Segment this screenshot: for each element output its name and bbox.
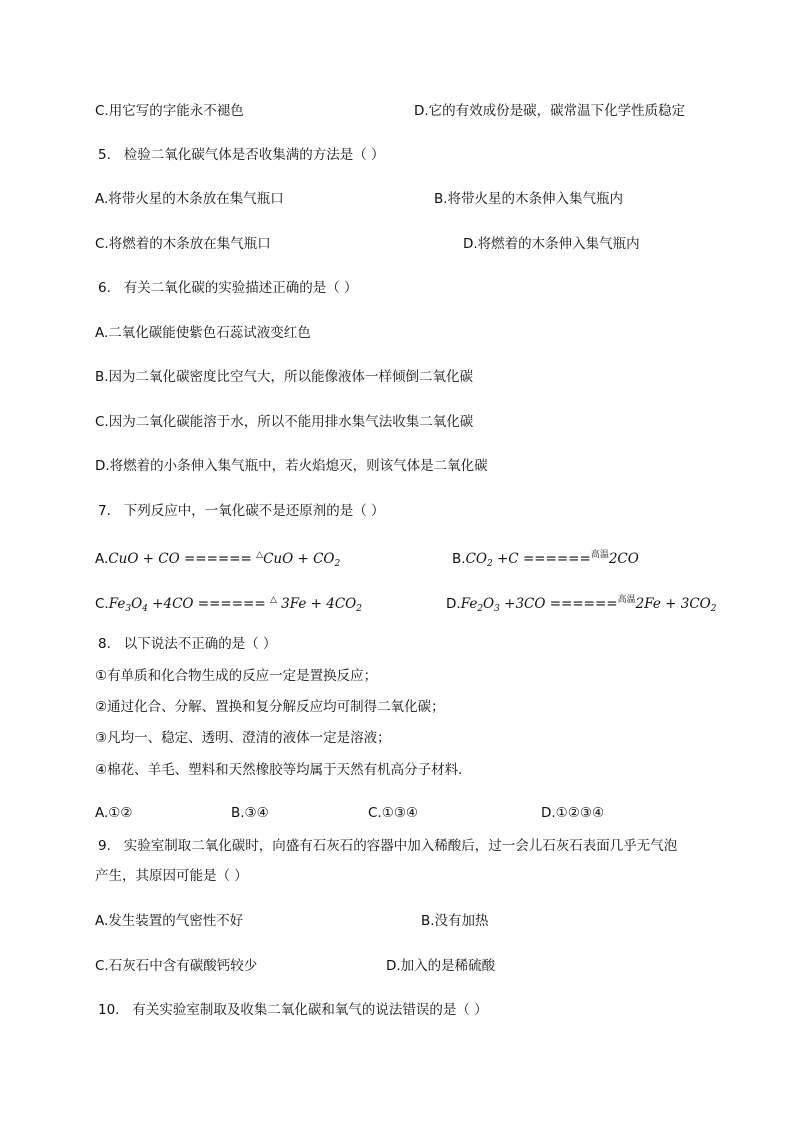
q7-c-condition: △ <box>269 595 277 605</box>
q4-option-d: D.它的有效成份是碳，碳常温下化学性质稳定 <box>414 103 686 119</box>
q6-option-a: A.二氧化碳能使紫色石蕊试液变红色 <box>95 325 311 341</box>
q7-d-fe: Fe <box>460 596 478 612</box>
q8-option-c: C.①③④ <box>368 805 419 821</box>
q7-b-lhs-post: +C <box>492 551 519 567</box>
q7-a-lhs: CuO + CO <box>108 551 180 567</box>
q8-option-a: A.①② <box>95 805 133 821</box>
q8-statement-2: ②通过化合、分解、置换和复分解反应均可制得二氧化碳； <box>95 699 445 715</box>
q7-option-d-label: D. <box>446 596 461 612</box>
q9-stem-line1: 9. 实验室制取二氧化碳时，向盛有石灰石的容器中加入稀酸后，过一会儿石灰石表面几乎无气泡 <box>98 838 678 854</box>
q7-option-c-label: C. <box>95 596 109 612</box>
q5-option-a: A.将带火星的木条放在集气瓶口 <box>95 191 284 207</box>
q7-d-rhs: 2Fe + 3CO <box>635 596 711 612</box>
q7-stem: 7. 下列反应中，一氧化碳不是还原剂的是（ ） <box>98 503 385 519</box>
q7-option-a <box>95 545 340 574</box>
q9-option-a: A.发生装置的气密性不好 <box>95 913 244 929</box>
q7-d-rhs-sub: 2 <box>710 604 717 614</box>
q7-d-condition: 高温 <box>617 595 636 605</box>
q7-option-d <box>446 590 716 619</box>
q8-option-d: D.①②③④ <box>541 805 605 821</box>
q7-c-rhs: 3Fe + 4CO <box>276 596 357 612</box>
q7-d-o: O <box>483 596 495 612</box>
q7-b-rhs: 2CO <box>608 551 639 567</box>
q8-statement-3: ③凡均一、稳定、透明、澄清的液体一定是溶液； <box>95 730 391 746</box>
q7-option-a-label: A. <box>95 551 109 567</box>
q8-stem: 8. 以下说法不正确的是（ ） <box>98 636 277 652</box>
q7-option-b-label: B. <box>452 551 466 567</box>
q7-a-rhs: CuO + CO <box>263 551 335 567</box>
q7-c-rhs-sub: 2 <box>356 604 362 614</box>
q7-b-arrow: ====== <box>522 551 591 567</box>
q7-c-arrow: ====== <box>197 596 266 612</box>
q7-b-lhs: CO <box>465 551 487 567</box>
q7-a-rhs-sub: 2 <box>334 559 341 569</box>
q9-option-d: D.加入的是稀硫酸 <box>386 958 496 974</box>
q7-d-sub1: 2 <box>477 604 484 614</box>
q7-option-b <box>452 545 639 574</box>
q6-option-c: C.因为二氧化碳能溶于水，所以不能用排水集气法收集二氧化碳 <box>95 414 474 430</box>
q6-stem: 6. 有关二氧化碳的实验描述正确的是（ ） <box>98 280 358 296</box>
q4-option-c: C.用它写的字能永不褪色 <box>95 103 244 119</box>
q10-stem: 10. 有关实验室制取及收集二氧化碳和氧气的说法错误的是（ ） <box>98 1002 488 1018</box>
q7-a-condition: △ <box>256 550 264 560</box>
q9-stem-line2: 产生，其原因可能是（ ） <box>95 868 248 884</box>
q7-b-lhs-sub: 2 <box>486 559 493 569</box>
q9-option-b: B.没有加热 <box>421 913 489 929</box>
q7-d-mid: +3CO <box>499 596 546 612</box>
q7-c-sub1: 3 <box>125 604 132 614</box>
q8-statement-1: ①有单质和化合物生成的反应一定是置换反应； <box>95 668 378 684</box>
q7-c-o: O <box>131 596 143 612</box>
q5-stem: 5. 检验二氧化碳气体是否收集满的方法是（ ） <box>98 147 385 163</box>
q7-d-arrow: ====== <box>549 596 618 612</box>
q7-c-sub2: 4 <box>142 604 148 614</box>
q8-option-b: B.③④ <box>231 805 269 821</box>
q5-option-b: B.将带火星的木条伸入集气瓶内 <box>434 191 624 207</box>
q6-option-b: B.因为二氧化碳密度比空气大，所以能像液体一样倾倒二氧化碳 <box>95 369 474 385</box>
q8-statement-4: ④棉花、羊毛、塑料和天然橡胶等均属于天然有机高分子材料． <box>95 762 472 778</box>
q6-option-d: D.将燃着的小条伸入集气瓶中，若火焰熄灭，则该气体是二氧化碳 <box>95 458 488 474</box>
q7-b-condition: 高温 <box>590 550 609 560</box>
q7-d-sub2: 3 <box>494 604 500 614</box>
q7-c-mid: +4CO <box>147 596 194 612</box>
q9-option-c: C.石灰石中含有碳酸钙较少 <box>95 958 258 974</box>
q5-option-c: C.将燃着的木条放在集气瓶口 <box>95 236 271 252</box>
q5-option-d: D.将燃着的木条伸入集气瓶内 <box>463 236 640 252</box>
q7-c-fe: Fe <box>108 596 126 612</box>
q7-a-arrow: ====== <box>183 551 252 567</box>
q7-option-c <box>95 590 362 619</box>
